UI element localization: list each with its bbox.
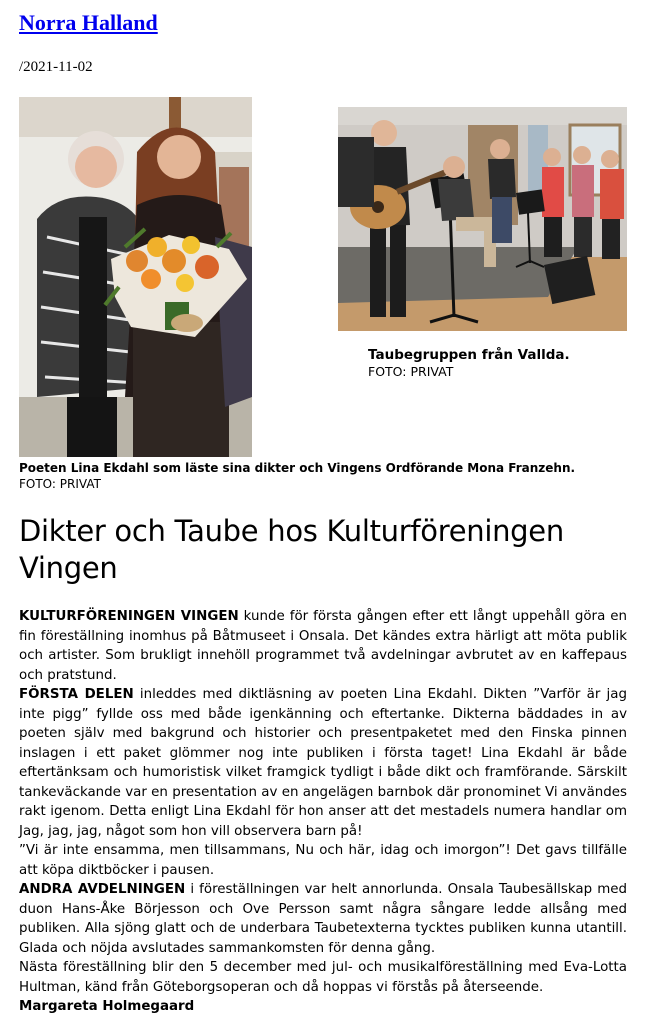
photo-left-credit: FOTO: PRIVAT <box>19 477 101 491</box>
site-title-link[interactable]: Norra Halland <box>19 10 158 35</box>
article-author: Margareta Holmegaard <box>19 999 195 1014</box>
paragraph-text: ”Vi är inte ensamma, men tillsammans, Nu och här, idag och imorgon”! Det gavs tillfälle att köpa diktböcker i pausen. <box>19 843 627 878</box>
article-paragraph <box>19 880 627 958</box>
paragraph-text: inleddes med diktläsning av poeten Lina Ekdahl. Dikten ”Varför är jag inte pigg” fyllde oss med både igenkänning och eftertanke. Dikterna bäddades in av poeten själv med bakgrund och historier och presentpaketet med den Finska pinnen inslagen i ett paket glömmer nog inte publiken i första taget! Lina Ekdahl är både eftertänksam och humoristisk vilket framgick tydligt i både dikt och framförande. Särskilt tankeväckande var en presentation av en angelägen barnbok där pronominet Vi användes rakt igenom. Detta enligt Lina Ekdahl för hon anser att det mestadels numera handlar om Jag, jag, jag, något som hon vill observera barn på! <box>19 687 627 839</box>
paragraph-text: kunde för första gången efter ett långt uppehåll göra en fin föreställning inomhus på Båtmuseet i Onsala. Det kändes extra härligt att möta publik och artister. Som brukligt innehöll programmet två avdelningar avbrutet av en kaffepaus och pratstund. <box>19 609 627 683</box>
article-paragraph <box>19 841 627 880</box>
photo-poet-and-chairwoman <box>19 97 252 457</box>
paragraph-text: Nästa föreställning blir den 5 december med jul- och musikalföreställning med Eva-Lotta Hultman, känd från Göteborgsoperan och då hoppas vi förstås på återseende. <box>19 960 627 995</box>
article-paragraph <box>19 958 627 997</box>
paragraph-lead: FÖRSTA DELEN <box>19 687 134 702</box>
photo-left-caption <box>19 461 639 491</box>
publish-date: /2021-11-02 <box>19 59 93 75</box>
article-paragraph <box>19 607 627 685</box>
photo-right-caption-text: Taubegruppen från Vallda. <box>368 347 570 363</box>
article-headline: Dikter och Taube hos Kulturföreningen Vingen <box>19 514 564 585</box>
article-body <box>19 607 627 1017</box>
photo-right-caption <box>368 347 570 379</box>
photo-right-credit: FOTO: PRIVAT <box>368 364 454 379</box>
paragraph-lead: KULTURFÖRENINGEN VINGEN <box>19 609 239 624</box>
paragraph-lead: ANDRA AVDELNINGEN <box>19 882 186 897</box>
photo-taube-group <box>338 107 627 331</box>
photo-left-caption-text: Poeten Lina Ekdahl som läste sina dikter och Vingens Ordförande Mona Franzehn. <box>19 461 576 475</box>
paragraph-text: i föreställningen var helt annorlunda. Onsala Taubesällskap med duon Hans-Åke Börjesson och Ove Persson samt några sångare ledde allsång med publiken. Alla sjöng glatt och de underbara Taubetexterna tycktes publiken kunna utantill. Glada och nöjda avslutades sammankomsten för denna gång. <box>19 882 628 956</box>
article-paragraph <box>19 685 627 841</box>
